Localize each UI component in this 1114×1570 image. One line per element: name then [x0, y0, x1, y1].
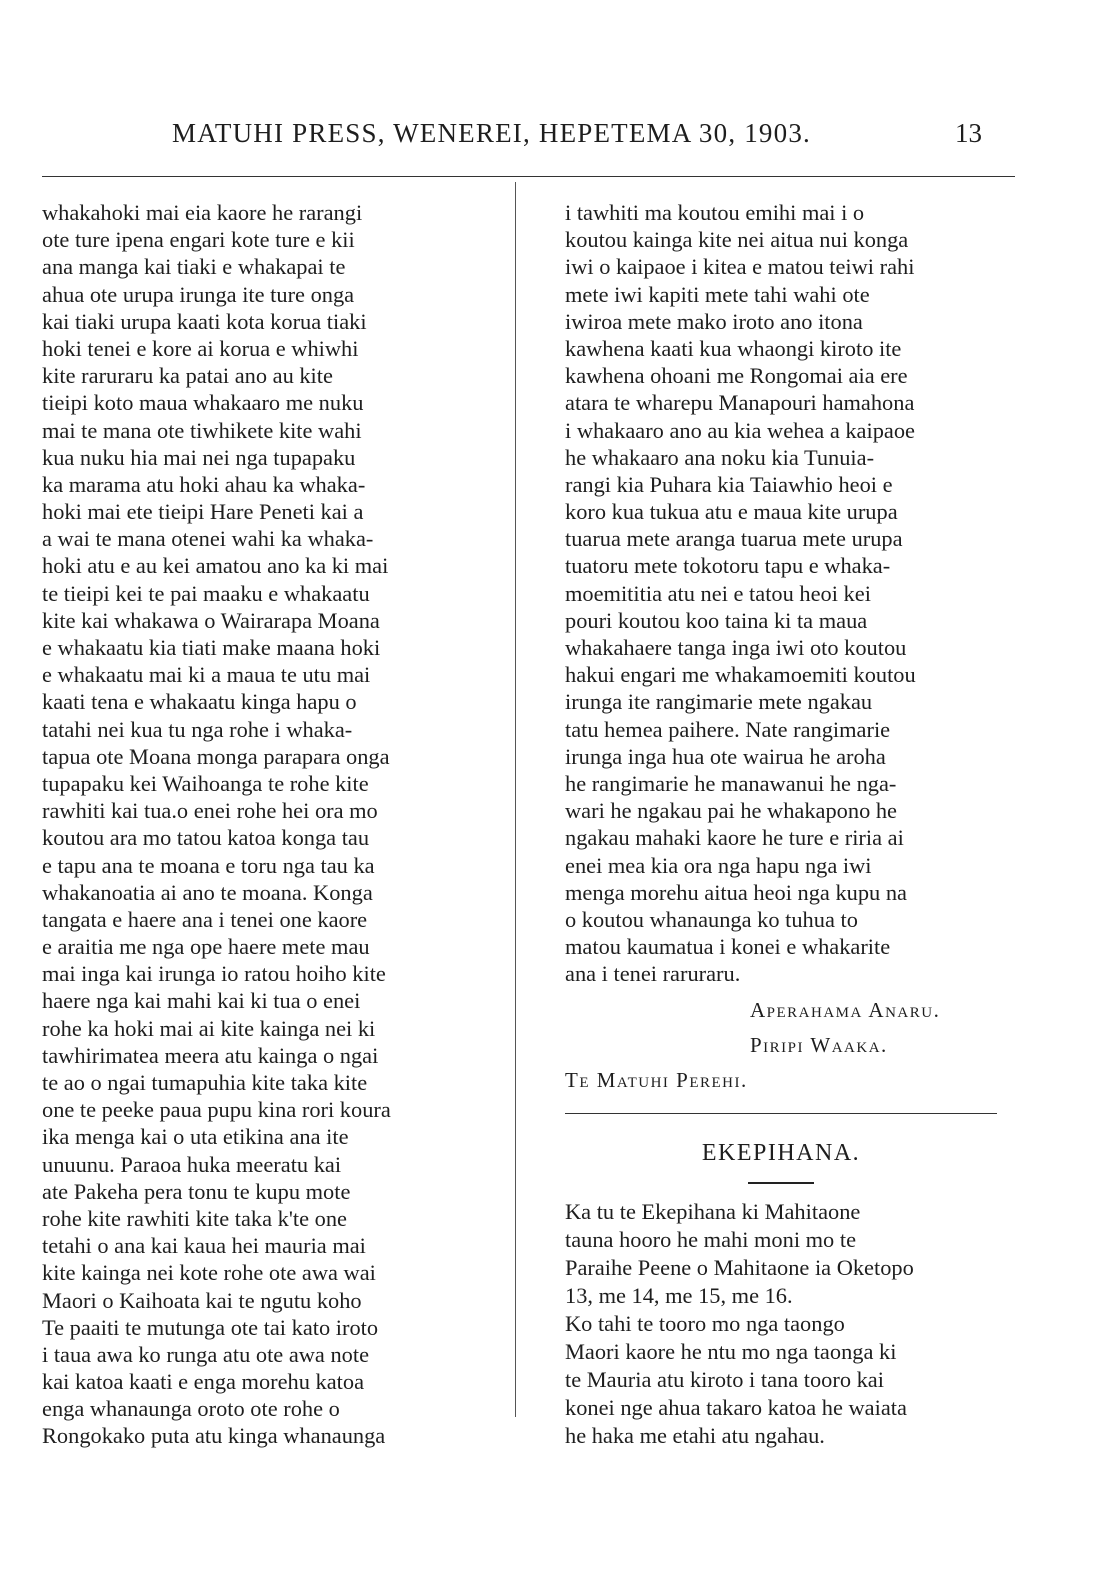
text-line: kite kainga nei kote rohe ote awa wai	[42, 1260, 376, 1286]
text-line: wari he ngakau pai he whakapono he	[565, 798, 898, 824]
text-line: tuarua mete aranga tuarua mete urupa	[565, 526, 903, 552]
text-line: kua nuku hia mai nei nga tupapaku	[42, 444, 356, 470]
page-header	[0, 118, 1114, 158]
text-line: e whakaatu kia tiati make maana hoki	[42, 635, 381, 660]
text-line: konei nge ahua takaro katoa he waiata	[565, 1395, 907, 1420]
text-line: Maori kaore he ntu mo nga taonga ki	[565, 1339, 897, 1364]
text-line: kite kai whakawa o Wairarapa Moana	[42, 607, 380, 633]
text-line: Ka tu te Ekepihana ki Mahitaone	[565, 1199, 861, 1224]
text-line: ate Pakeha pera tonu te kupu mote	[42, 1178, 351, 1204]
text-line: iwiroa mete mako iroto ano itona	[565, 308, 863, 334]
text-line: moemititia atu nei e tatou heoi kei	[565, 580, 871, 606]
text-line: te tieipi kei te pai maaku e whakaatu	[42, 580, 370, 606]
text-line: whakanoatia ai ano te moana. Konga	[42, 879, 373, 905]
text-line: hoki atu e au kei amatou ano ka ki mai	[42, 553, 389, 579]
text-line: tauna hooro he mahi moni mo te	[565, 1227, 857, 1252]
text-line: whakahaere tanga inga iwi oto koutou	[565, 635, 907, 660]
left-column	[42, 199, 482, 1450]
text-line: o koutou whanaunga ko tuhua to	[565, 906, 858, 932]
text-line: ana i tenei raruraru.	[565, 961, 741, 987]
text-line: tatu hemea paihere. Nate rangimarie	[565, 716, 891, 742]
header-rule	[42, 176, 1015, 177]
text-line: tawhirimatea meera atu kainga o ngai	[42, 1042, 379, 1068]
text-line: e tapu ana te moana e toru nga tau ka	[42, 852, 375, 878]
text-line: koutou ara mo tatou katoa konga tau	[42, 825, 370, 851]
text-line: rawhiti kai tua.o enei rohe hei ora mo	[42, 798, 378, 824]
text-line: kai tiaki urupa kaati kota korua tiaki	[42, 308, 367, 334]
text-line: mete iwi kapiti mete tahi wahi ote	[565, 281, 870, 307]
section-title-underline	[748, 1182, 814, 1184]
text-line: hakui engari me whakamoemiti koutou	[565, 662, 916, 688]
text-line: mai inga kai irunga io ratou hoiho kite	[42, 961, 386, 987]
text-line: tieipi koto maua whakaaro me nuku	[42, 390, 364, 416]
text-line: koro kua tukua atu e maua kite urupa	[565, 499, 898, 525]
text-line: haere nga kai mahi kai ki tua o enei	[42, 988, 361, 1014]
text-line: tuatoru mete tokotoru tapu e whaka-	[565, 553, 891, 579]
section-body	[565, 1198, 1007, 1450]
text-line: ana manga kai tiaki e whakapai te	[42, 254, 346, 280]
text-line: he rangimarie he manawanui he nga-	[565, 770, 897, 796]
text-line: tupapaku kei Waihoanga te rohe kite	[42, 770, 369, 796]
text-line: e araitia me nga ope haere mete mau	[42, 934, 370, 960]
section-title: EKEPIHANA.	[701, 1140, 861, 1166]
text-line: i taua awa ko runga atu ote awa note	[42, 1341, 370, 1367]
text-line: Te paaiti te mutunga ote tai kato iroto	[42, 1314, 379, 1340]
text-line: rohe kite rawhiti kite taka k'te one	[42, 1205, 347, 1231]
text-line: te ao o ngai tumapuhia kite taka kite	[42, 1070, 368, 1095]
text-line: one te peeke paua pupu kina rori koura	[42, 1097, 391, 1123]
text-line: ka marama atu hoki ahau ka whaka-	[42, 471, 366, 497]
text-line: whakahoki mai eia kaore he rarangi	[42, 200, 363, 225]
page-number: 13	[955, 118, 982, 148]
text-line: unuunu. Paraoa huka meeratu kai	[42, 1151, 342, 1177]
column-divider	[515, 182, 516, 1417]
text-line: tapua ote Moana monga parapara onga	[42, 743, 390, 769]
signature-piripi: Piripi Waaka.	[750, 1033, 888, 1058]
text-line: enga whanaunga oroto ote rohe o	[42, 1396, 340, 1422]
text-line: he haka me etahi atu ngahau.	[565, 1423, 825, 1448]
text-line: ote ture ipena engari kote ture e kii	[42, 227, 355, 253]
right-column	[565, 199, 1007, 1098]
text-line: te Mauria atu kiroto i tana tooro kai	[565, 1367, 884, 1392]
text-line: irunga ite rangimarie mete ngakau	[565, 689, 873, 715]
text-line: Paraihe Peene o Mahitaone ia Oketopo	[565, 1255, 914, 1280]
text-line: kite raruraru ka patai ano au kite	[42, 363, 333, 389]
text-line: 13, me 14, me 15, me 16.	[565, 1283, 793, 1308]
text-line: kawhena ohoani me Rongomai aia ere	[565, 363, 908, 389]
text-line: tangata e haere ana i tenei one kaore	[42, 906, 368, 932]
text-line: iwi o kaipaoe i kitea e matou teiwi rahi	[565, 254, 915, 280]
text-line: kaati tena e whakaatu kinga hapu o	[42, 689, 357, 715]
text-line: rohe ka hoki mai ai kite kainga nei ki	[42, 1015, 376, 1041]
text-line: e whakaatu mai ki a maua te utu mai	[42, 662, 371, 688]
text-line: ika menga kai o uta etikina ana ite	[42, 1124, 349, 1150]
text-line: he whakaaro ana noku kia Tunuia-	[565, 444, 875, 470]
text-line: menga morehu aitua heoi nga kupu na	[565, 879, 907, 905]
text-line: kai katoa kaati e enga morehu katoa	[42, 1369, 365, 1395]
signature-te-matuhi: Te Matuhi Perehi.	[565, 1068, 748, 1093]
text-line: Rongokako puta atu kinga whanaunga	[42, 1423, 386, 1449]
text-line: tatahi nei kua tu nga rohe i whaka-	[42, 716, 353, 742]
text-line: ngakau mahaki kaore he ture e riria ai	[565, 825, 904, 851]
section-separator-rule	[565, 1113, 997, 1114]
text-line: rangi kia Puhara kia Taiawhio heoi e	[565, 471, 893, 497]
text-line: i whakaaro ano au kia wehea a kaipaoe	[565, 417, 915, 443]
text-line: hoki tenei e kore ai korua e whiwhi	[42, 335, 359, 361]
text-line: pouri koutou koo taina ki ta maua	[565, 607, 868, 633]
text-line: tetahi o ana kai kaua hei mauria mai	[42, 1233, 366, 1259]
text-line: Maori o Kaihoata kai te ngutu koho	[42, 1287, 362, 1313]
signature-aperahama: Aperahama Anaru.	[750, 998, 941, 1023]
text-line: a wai te mana otenei wahi ka whaka-	[42, 526, 374, 552]
text-line: kawhena kaati kua whaongi kiroto ite	[565, 335, 902, 361]
text-line: ahua ote urupa irunga ite ture onga	[42, 281, 355, 307]
text-line: enei mea kia ora nga hapu nga iwi	[565, 852, 872, 878]
newspaper-masthead: MATUHI PRESS, WENEREI, HEPETEMA 30, 1903.	[172, 118, 811, 148]
text-line: Ko tahi te tooro mo nga taongo	[565, 1311, 845, 1336]
right-column-text	[565, 199, 1007, 987]
text-line: matou kaumatua i konei e whakarite	[565, 934, 891, 960]
text-line: atara te wharepu Manapouri hamahona	[565, 390, 915, 416]
text-line: koutou kainga kite nei aitua nui konga	[565, 227, 909, 253]
text-line: mai te mana ote tiwhikete kite wahi	[42, 417, 362, 443]
text-line: i tawhiti ma koutou emihi mai i o	[565, 200, 865, 225]
text-line: irunga inga hua ote wairua he aroha	[565, 743, 886, 769]
text-line: hoki mai ete tieipi Hare Peneti kai a	[42, 499, 364, 525]
